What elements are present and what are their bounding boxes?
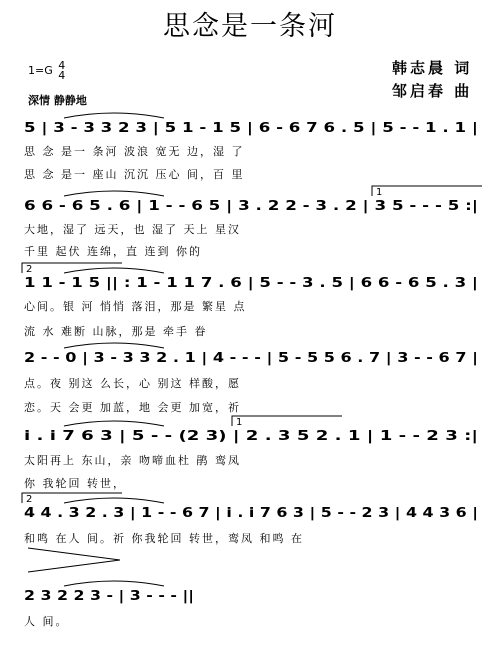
slur-arc	[64, 421, 164, 426]
lyrics-row-2-verse-2	[24, 240, 494, 258]
volta-number: 2	[26, 494, 33, 505]
slur-arc	[64, 113, 164, 118]
lyrics-row-3-verse-1	[24, 295, 494, 313]
slur-arc	[64, 191, 164, 196]
lyrics-row-2-verse-1	[24, 218, 494, 236]
composer-credit: 邹启春 曲	[392, 82, 473, 100]
slur-arc	[64, 581, 164, 586]
notation-line-4: 2 - - 0 | 3 - 3 3 2 . 1 | 4 - - - | 5 - 5 5 6 . 7 | 3 - - 6 7 |	[24, 351, 478, 366]
lyric-line: 大地，湿了 远天，也 湿了 天上 星汉	[24, 223, 241, 236]
volta-number: 1	[376, 187, 383, 198]
tempo-mood: 深情 静静地	[28, 94, 87, 107]
lyrics-row-5-verse-1	[24, 449, 494, 467]
decrescendo-hairpin	[28, 548, 120, 572]
lyrics-row-1-verse-2	[24, 163, 494, 181]
key-label: 1=G	[28, 64, 53, 77]
lyric-line: 流 水 难断 山脉，那是 牵手 眷	[24, 325, 208, 338]
slur-arc	[64, 343, 164, 348]
page-title: 思念是一条河	[163, 11, 337, 42]
lyric-line: 人 间。	[24, 615, 69, 628]
lyrics-row-5-verse-2	[24, 472, 494, 490]
lyric-line: 恋。天 会更 加蓝，地 会更 加宽，祈	[24, 401, 241, 414]
lyric-line: 思 念 是一 条河 波浪 宽无 边，湿 了	[24, 145, 245, 158]
lyrics-row-4-verse-2	[24, 396, 494, 414]
notation-line-6: 4 4 . 3 2 . 3 | 1 - - 6 7 | i . i 7 6 3 | 5 - - 2 3 | 4 4 3 6 |	[24, 506, 478, 521]
notation-line-5: i . i 7 6 3 | 5 - - (2 3) | 2 . 3 5 2 . 1 | 1 - - 2 3 :|	[24, 429, 478, 444]
lyric-line: 千里 起伏 连绵，直 连到 你的	[24, 245, 202, 258]
lyric-line: 太阳再上 东山，亲 吻啼血杜 鹃 鸾凤	[24, 454, 241, 467]
lyric-line: 点。夜 别这 么长，心 别这 样酸，愿	[24, 377, 241, 390]
notation-line-1: 5 | 3 - 3 3 2 3 | 5 1 - 1 5 | 6 - 6 7 6 . 5 | 5 - - 1 . 1 |	[24, 121, 478, 136]
notation-line-3: 1 1 - 1 5 || : 1 - 1 1 7 . 6 | 5 - - 3 . 5 | 6 6 - 6 5 . 3 |	[24, 276, 478, 291]
time-numerator: 4	[58, 59, 66, 72]
lyric-line: 你 我轮回 转世，	[24, 477, 126, 490]
slur-arc	[64, 268, 164, 273]
slur-arc	[64, 498, 164, 503]
lyric-line: 思 念 是一 座山 沉沉 压心 间，百 里	[24, 168, 245, 181]
notation-line-2: 6 6 - 6 5 . 6 | 1 - - 6 5 | 3 . 2 2 - 3 . 2 | 3 5 - - - 5 :|	[24, 199, 478, 214]
lyrics-row-4-verse-1	[24, 372, 494, 390]
lyric-line: 心间。银 河 悄悄 落泪，那是 繁星 点	[24, 300, 247, 313]
lyrics-row-1-verse-1	[24, 140, 494, 158]
volta-bracket	[232, 416, 342, 426]
lyrics-row-7-verse-1	[24, 610, 494, 628]
volta-number: 1	[236, 417, 243, 428]
volta-number: 2	[26, 264, 33, 275]
time-denominator: 4	[58, 69, 66, 82]
lyricist-credit: 韩志晨 词	[392, 59, 473, 77]
volta-bracket	[372, 186, 482, 196]
notation-line-7: 2 3 2 2 3 - | 3 - - - ||	[24, 589, 194, 604]
lyric-line: 和鸣 在人 间。祈 你我轮回 转世，鸾凤 和鸣 在	[24, 532, 304, 545]
lyrics-row-6-verse-1	[24, 527, 494, 545]
lyrics-row-3-verse-2	[24, 320, 494, 338]
